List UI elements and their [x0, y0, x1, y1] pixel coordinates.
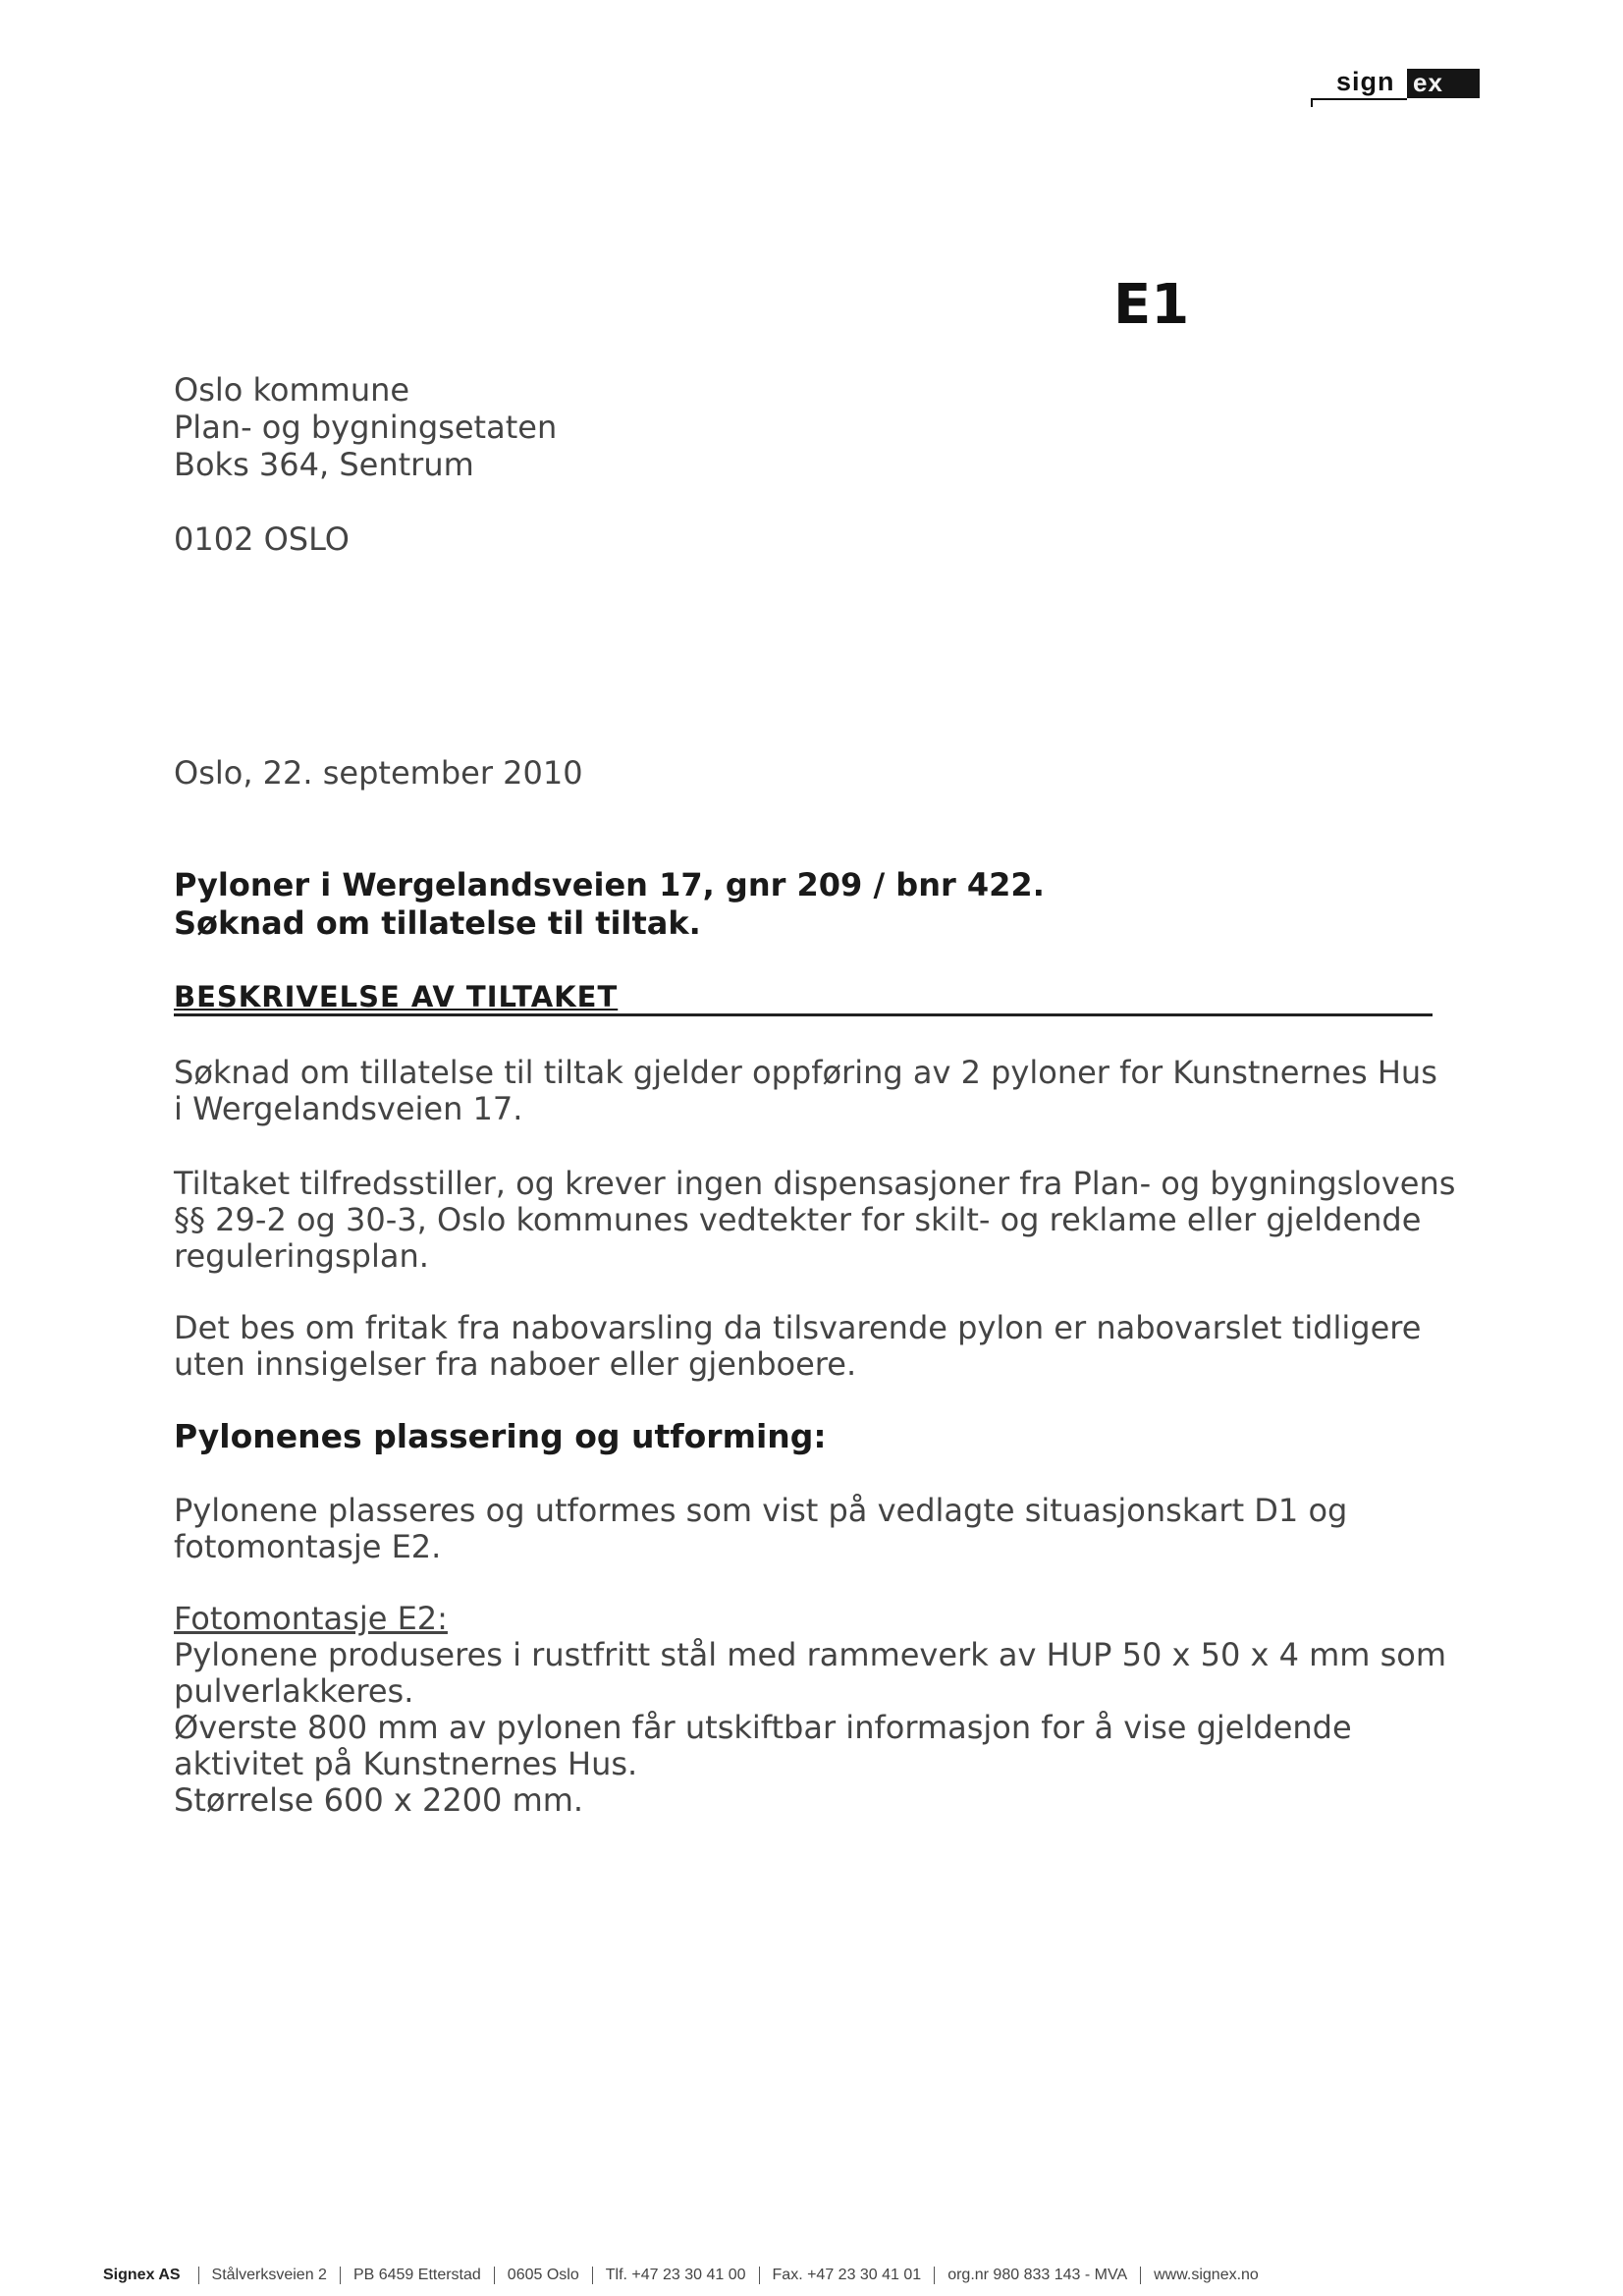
footer-address: Stålverksveien 2 [198, 2267, 340, 2284]
recipient-postal: 0102 OSLO [174, 520, 350, 558]
paragraph-line: pulverlakkeres. [174, 1672, 414, 1710]
photomontage-heading: Fotomontasje E2: [174, 1600, 448, 1637]
letter-footer [103, 2263, 1271, 2288]
paragraph-line: i Wergelandsveien 17. [174, 1090, 523, 1127]
paragraph-description [174, 1055, 1450, 1127]
paragraph-neighbour-notice [174, 1310, 1450, 1383]
logo-ex-box [1407, 69, 1480, 98]
subheading-placement: Pylonenes plassering og utforming: [174, 1417, 827, 1455]
subject-line: Søknad om tillatelse til tiltak. [174, 904, 701, 942]
footer-company: Signex AS [103, 2267, 181, 2283]
footer-pobox: PB 6459 Etterstad [340, 2267, 494, 2284]
paragraph-photomontage [174, 1601, 1450, 1819]
document-code: E1 [1113, 273, 1190, 337]
recipient-line: Plan- og bygningsetaten [174, 409, 558, 446]
footer-org-number: org.nr 980 833 143 - MVA [934, 2267, 1140, 2284]
paragraph-line: Søknad om tillatelse til tiltak gjelder oppføring av 2 pyloner for Kunstnernes Hus [174, 1054, 1437, 1091]
footer-city: 0605 Oslo [494, 2267, 592, 2284]
paragraph-line: §§ 29-2 og 30-3, Oslo kommunes vedtekter for skilt- og reklame eller gjeldende [174, 1201, 1422, 1238]
paragraph-line: reguleringsplan. [174, 1237, 429, 1275]
letter-date: Oslo, 22. september 2010 [174, 754, 583, 792]
logo-tick [1311, 98, 1313, 107]
paragraph-line: Øverste 800 mm av pylonen får utskiftbar informasjon for å vise gjeldende [174, 1709, 1352, 1746]
recipient-address [174, 371, 557, 558]
paragraph-line: aktivitet på Kunstnernes Hus. [174, 1745, 638, 1782]
logo-sign-text: sign [1336, 67, 1395, 96]
footer-fax: Fax. +47 23 30 41 01 [759, 2267, 935, 2284]
paragraph-line: Størrelse 600 x 2200 mm. [174, 1781, 584, 1819]
paragraph-line: Pylonene plasseres og utformes som vist på vedlagte situasjonskart D1 og [174, 1492, 1348, 1529]
recipient-line: Boks 364, Sentrum [174, 446, 474, 483]
subject-line: Pyloner i Wergelandsveien 17, gnr 209 / bnr 422. [174, 866, 1045, 903]
recipient-line: Oslo kommune [174, 371, 410, 409]
paragraph-compliance [174, 1165, 1456, 1275]
section-heading [174, 982, 1433, 1016]
paragraph-line: Pylonene produseres i rustfritt stål med rammeverk av HUP 50 x 50 x 4 mm som [174, 1636, 1447, 1673]
paragraph-line: fotomontasje E2. [174, 1528, 442, 1565]
paragraph-placement [174, 1493, 1450, 1565]
section-heading-text: BESKRIVELSE AV TILTAKET [174, 980, 619, 1013]
logo-ex-text: ex [1413, 68, 1443, 97]
footer-phone: Tlf. +47 23 30 41 00 [592, 2267, 759, 2284]
logo-underline [1311, 98, 1407, 100]
paragraph-line: Det bes om fritak fra nabovarsling da tilsvarende pylon er nabovarslet tidligere [174, 1309, 1422, 1346]
footer-website: www.signex.no [1140, 2267, 1271, 2284]
paragraph-line: uten innsigelser fra naboer eller gjenboere. [174, 1345, 857, 1383]
paragraph-line: Tiltaket tilfredsstiller, og krever ingen dispensasjoner fra Plan- og bygningslovens [174, 1165, 1456, 1202]
subject [174, 866, 1045, 943]
